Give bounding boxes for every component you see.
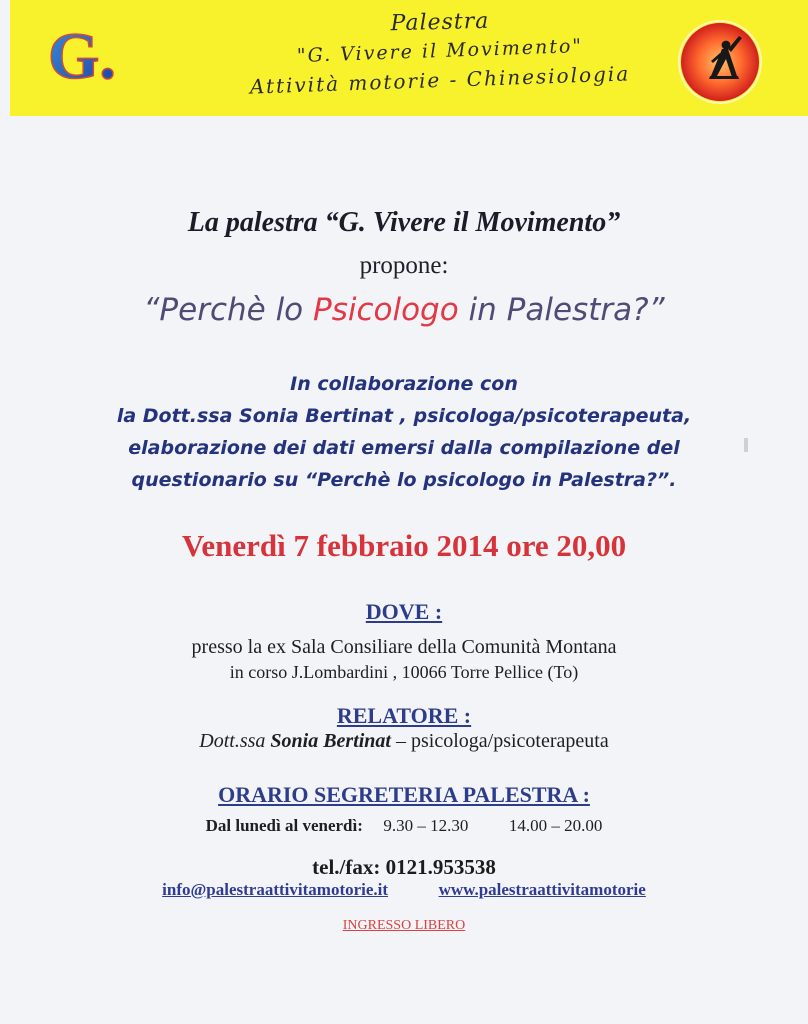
header-line-3: Attività motorie - Chinesiologia: [249, 61, 631, 99]
intro-prefix: La palestra: [187, 207, 325, 238]
phone-fax: tel./fax: 0121.953538: [312, 855, 496, 879]
office-hours-days: Dal lunedì al venerdì:: [205, 816, 363, 835]
speaker-line: [0, 730, 808, 753]
office-hours-afternoon: 14.00 – 20.00: [508, 816, 603, 835]
intro-line: [0, 207, 808, 239]
event-title-prefix: “Perchè lo: [143, 292, 313, 328]
speaker-name: Sonia Bertinat: [270, 730, 391, 752]
website-link[interactable]: www.palestraattivitamotorie: [438, 880, 646, 899]
office-hours-morning: 9.30 – 12.30: [383, 816, 469, 835]
email-link[interactable]: info@palestraattivitamotorie.it: [162, 880, 389, 899]
propone-text: propone:: [359, 252, 449, 279]
event-title-highlight: Psicologo: [313, 292, 459, 328]
office-hours: [0, 816, 808, 836]
intro-gym-name: “G. Vivere il Movimento”: [324, 207, 621, 238]
event-title: [0, 292, 808, 328]
event-title-suffix: in Palestra?”: [458, 292, 665, 328]
scan-speck: [744, 438, 748, 452]
collaboration-line-1: In collaborazione con: [290, 373, 518, 395]
speaker-prefix: Dott.ssa: [199, 730, 271, 752]
logo-text: G.: [48, 22, 116, 88]
speaker-role: – psicologa/psicoterapeuta: [391, 730, 609, 752]
event-date: Venerdì 7 febbraio 2014 ore 20,00: [181, 528, 627, 563]
collaboration-line-4: questionario su “Perchè lo psicologo in Palestra?”.: [131, 469, 677, 491]
header-line-2: "G. Vivere il Movimento": [296, 35, 584, 67]
free-entry-label: INGRESSO LIBERO: [342, 918, 466, 933]
relatore-title: RELATORE :: [336, 703, 472, 728]
collaboration-line-3: elaborazione dei dati emersi dalla compilazione del: [128, 437, 680, 459]
orario-title: ORARIO SEGRETERIA PALESTRA :: [218, 782, 590, 807]
event-place: presso la ex Sala Consiliare della Comunità Montana: [191, 636, 617, 658]
dove-title: DOVE :: [365, 599, 443, 624]
contact-links: [0, 880, 808, 900]
collaboration-line-2: la Dott.ssa Sonia Bertinat , psicologa/psicoterapeuta,: [116, 405, 692, 427]
header-line-1: Palestra: [390, 8, 490, 37]
event-address: in corso J.Lombardini , 10066 Torre Pellice (To): [229, 662, 579, 682]
